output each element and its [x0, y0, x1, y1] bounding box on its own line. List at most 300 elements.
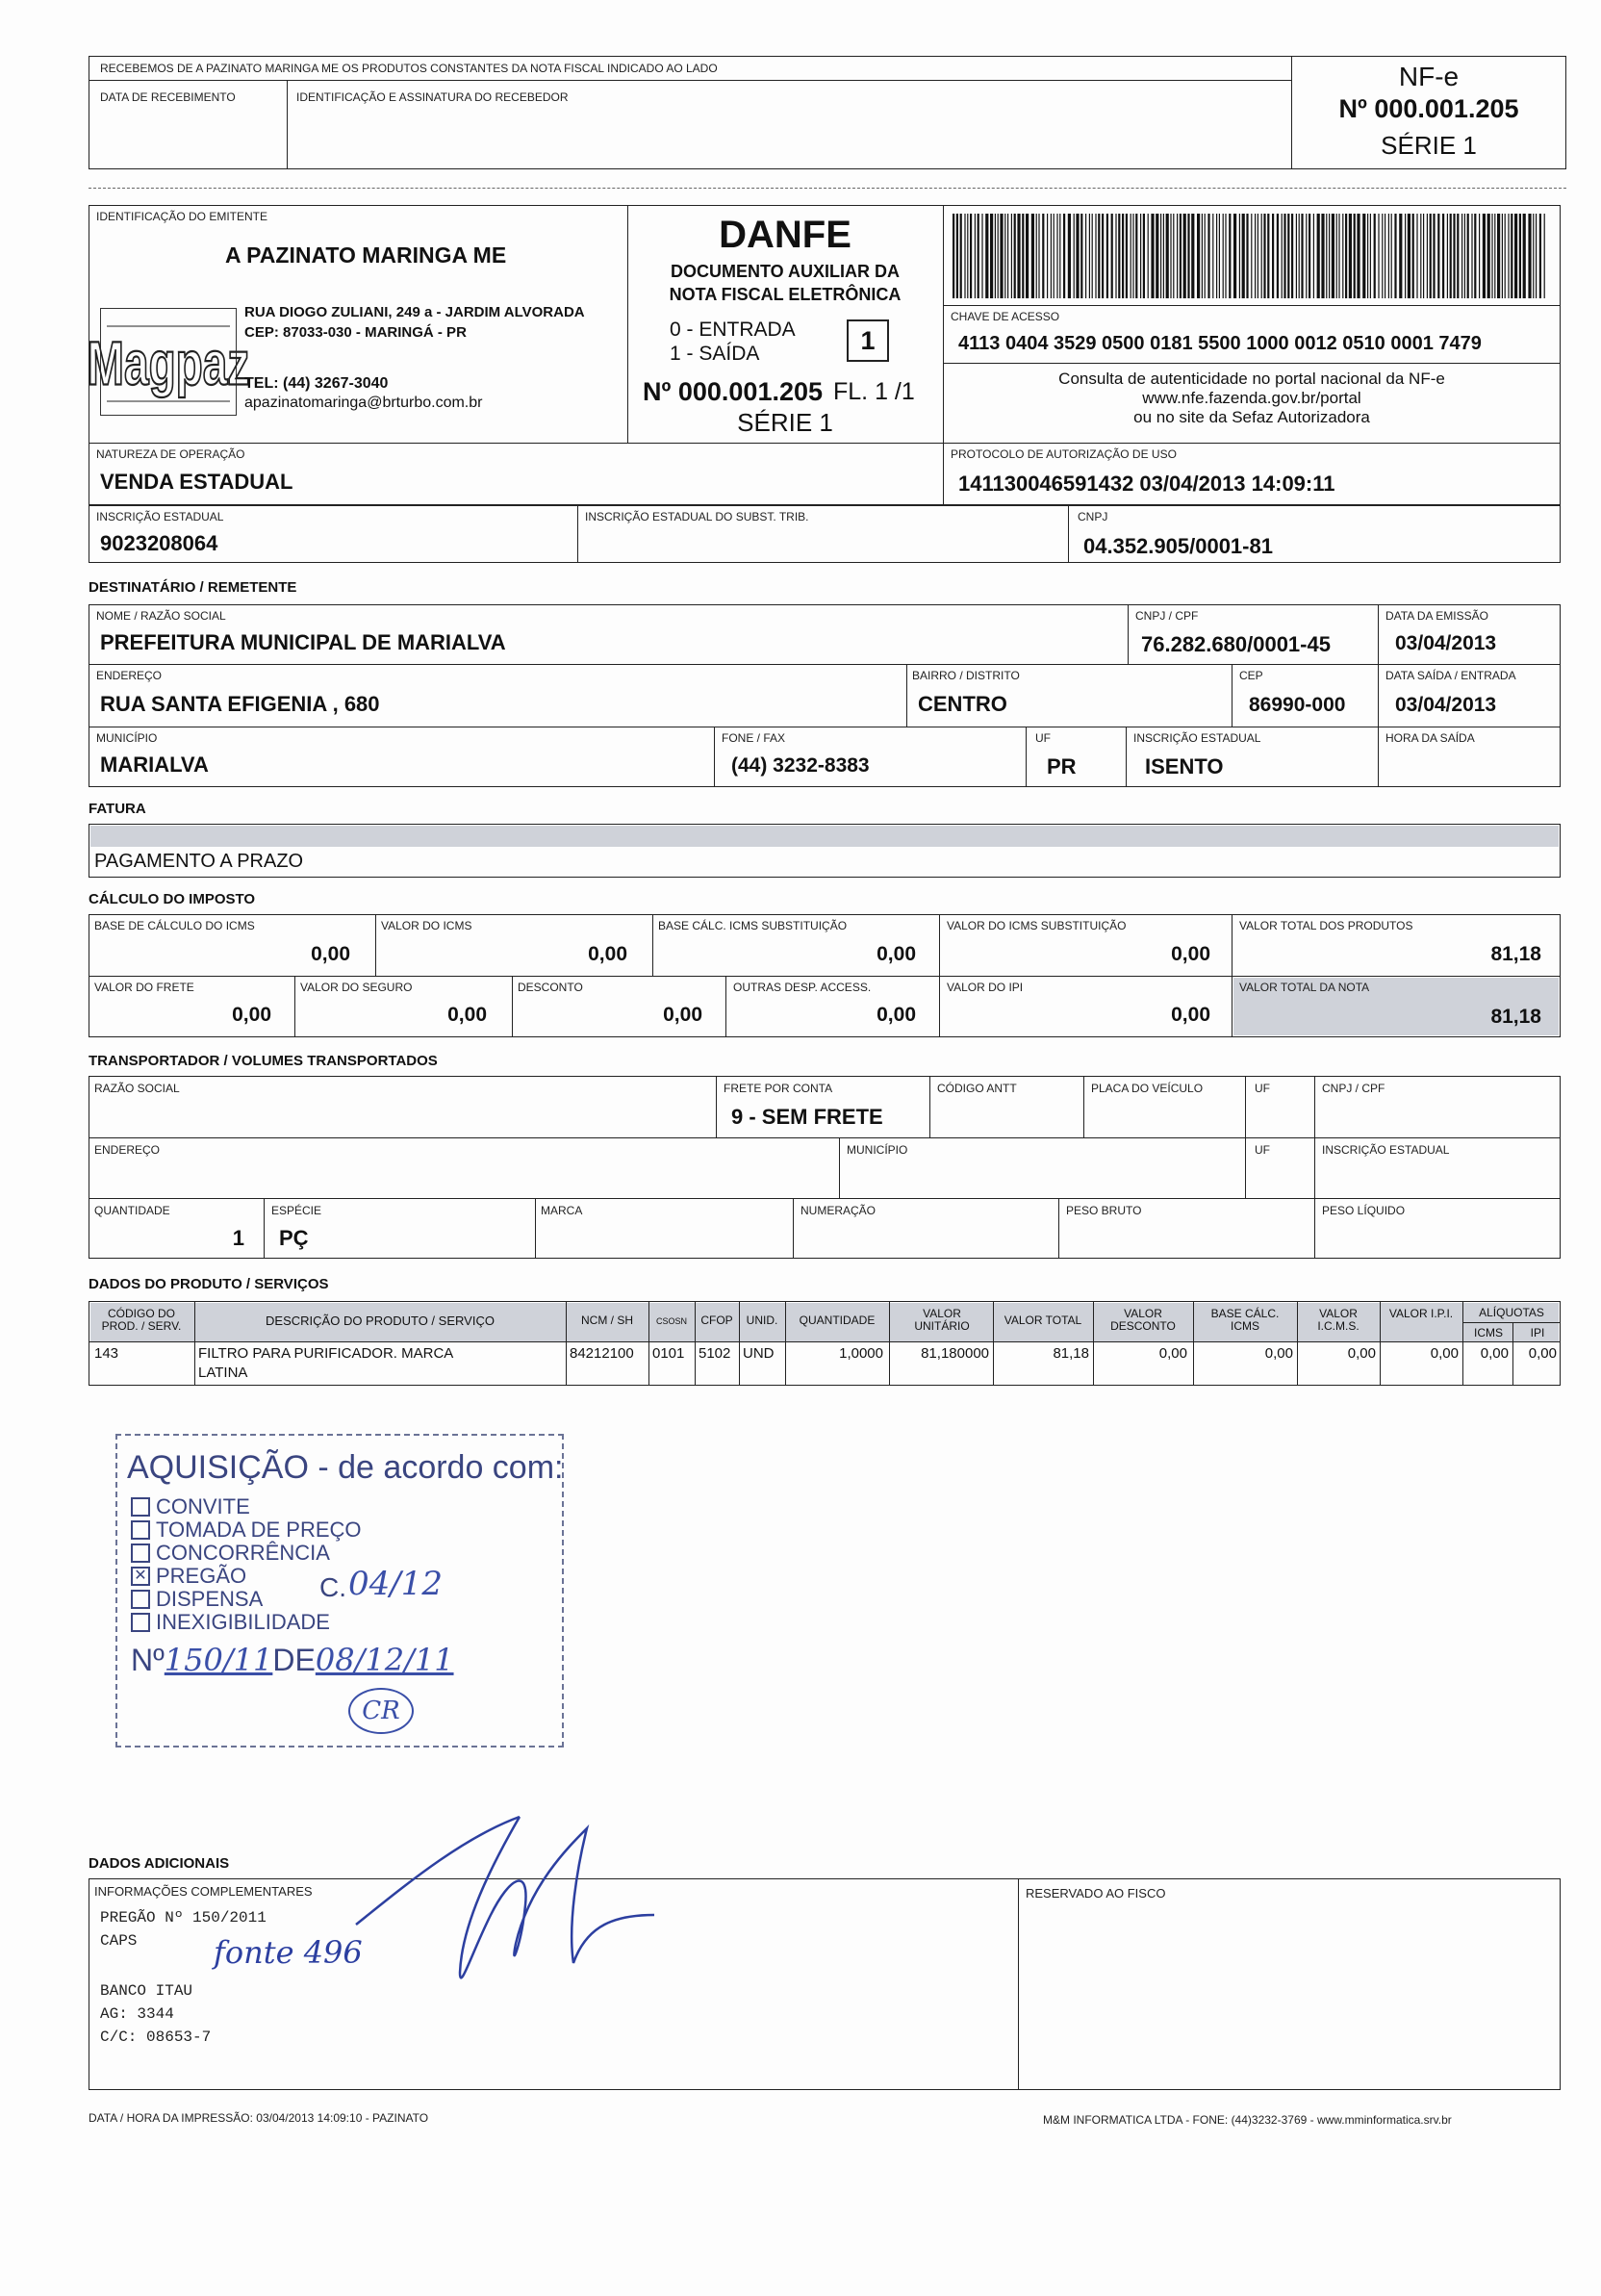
- transp-end-label: ENDEREÇO: [94, 1143, 161, 1157]
- consulta-line1: Consulta de autenticidade no portal nacional da NF-e: [1058, 370, 1445, 388]
- barcode-bar: [1022, 214, 1024, 298]
- stamp-option: [131, 1518, 362, 1542]
- barcode-bar: [1467, 214, 1469, 298]
- barcode-bar: [1326, 214, 1327, 298]
- barcode-bar: [1026, 214, 1029, 298]
- base-icms-value: 0,00: [311, 943, 350, 965]
- transp-num-label: NUMERAÇÃO: [800, 1204, 877, 1217]
- barcode-bar: [1092, 214, 1093, 298]
- adicionais-block: [89, 1878, 1561, 2090]
- barcode-bar: [1047, 214, 1048, 298]
- dest-emissao: 03/04/2013: [1395, 632, 1497, 654]
- dest-cep: 86990-000: [1249, 694, 1346, 716]
- base-icms-label: BASE DE CÁLCULO DO ICMS: [94, 919, 255, 932]
- outras-label: OUTRAS DESP. ACCESS.: [733, 981, 872, 994]
- svg-text:Magpaz: Magpaz: [87, 327, 250, 398]
- transp-esp-label: ESPÉCIE: [271, 1204, 322, 1217]
- barcode-bar: [1408, 214, 1410, 298]
- dest-hora-label: HORA DA SAÍDA: [1385, 731, 1475, 745]
- prod-vicms: 0,00: [1347, 1345, 1376, 1362]
- stamp-option-label: TOMADA DE PREÇO: [156, 1518, 362, 1542]
- barcode-bar: [1272, 214, 1274, 298]
- danfe-title: DANFE: [719, 214, 851, 256]
- transp-pl-label: PESO LÍQUIDO: [1322, 1204, 1406, 1217]
- barcode-bar: [1004, 214, 1005, 298]
- info-line4: BANCO ITAU: [100, 1982, 193, 2000]
- emitente-address2: CEP: 87033-030 - MARINGÁ - PR: [244, 324, 467, 341]
- barcode-bar: [1038, 214, 1039, 298]
- barcode-bar: [1225, 214, 1226, 298]
- barcode-bar: [1382, 214, 1383, 298]
- th-valor-total: VALOR TOTAL: [1004, 1314, 1082, 1327]
- dest-cnpj-label: CNPJ / CPF: [1135, 609, 1199, 623]
- barcode-bar: [1197, 214, 1200, 298]
- dest-cep-label: CEP: [1239, 669, 1263, 682]
- outras-value: 0,00: [877, 1004, 916, 1026]
- info-line1: PREGÃO Nº 150/2011: [100, 1909, 267, 1926]
- barcode-bar: [1098, 214, 1100, 298]
- valor-icms-label: VALOR DO ICMS: [381, 919, 472, 932]
- barcode-bar: [998, 214, 999, 298]
- th-valor-desconto: VALOR DESCONTO: [1110, 1307, 1176, 1333]
- barcode-bar: [1106, 214, 1108, 298]
- barcode-bar: [1074, 214, 1075, 298]
- barcode-bar: [1399, 214, 1402, 298]
- transp-antt-label: CÓDIGO ANTT: [937, 1082, 1017, 1095]
- barcode-bar: [1519, 214, 1521, 298]
- barcode-bar: [1160, 214, 1161, 298]
- natureza-label: NATUREZA DE OPERAÇÃO: [96, 447, 245, 461]
- barcode-bar: [1059, 214, 1060, 298]
- barcode-bar: [1502, 214, 1503, 298]
- stamp-num-hand: 150/11: [164, 1642, 273, 1678]
- barcode-bar: [1054, 214, 1055, 298]
- barcode-bar: [1433, 214, 1435, 298]
- danfe-tipo-box: 1: [847, 319, 889, 362]
- barcode-bar: [1122, 214, 1124, 298]
- valor-st-value: 0,00: [1171, 943, 1210, 965]
- barcode-bar: [1416, 214, 1417, 298]
- barcode-bar: [1011, 214, 1012, 298]
- prod-desc1: FILTRO PARA PURIFICADOR. MARCA: [198, 1345, 454, 1362]
- transp-qtd: 1: [232, 1226, 244, 1250]
- nfe-number: Nº 000.001.205: [1338, 94, 1519, 123]
- dest-municipio: MARIALVA: [100, 753, 209, 777]
- company-logo: [87, 308, 250, 416]
- barcode-bar: [1068, 214, 1071, 298]
- prod-vtotal: 81,18: [1053, 1345, 1089, 1362]
- barcode-bar: [1450, 214, 1452, 298]
- barcode-bar: [1491, 214, 1492, 298]
- stamp-option-label: CONVITE: [156, 1494, 250, 1518]
- fatura-section: FATURA: [89, 801, 146, 817]
- barcode-bar: [1063, 214, 1065, 298]
- barcode-bar: [1223, 214, 1224, 298]
- barcode-bar: [960, 214, 962, 298]
- barcode-bar: [995, 214, 996, 298]
- barcode-bar: [1042, 214, 1044, 298]
- barcode-bar: [1430, 214, 1432, 298]
- barcode-bar: [1207, 214, 1209, 298]
- transp-marca-label: MARCA: [541, 1204, 583, 1217]
- barcode-bar: [1427, 214, 1428, 298]
- emitente-email: apazinatomaringa@brturbo.com.br: [244, 395, 483, 411]
- barcode-bar: [1102, 214, 1104, 298]
- barcode-bar: [1233, 214, 1236, 298]
- barcode-bar: [1095, 214, 1096, 298]
- stamp-option-label: INEXIGIBILIDADE: [156, 1610, 330, 1634]
- frete-value: 0,00: [232, 1004, 271, 1026]
- checkbox-icon: [131, 1497, 150, 1517]
- emitente-name: A PAZINATO MARINGA ME: [225, 242, 507, 268]
- receipt-id-label: IDENTIFICAÇÃO E ASSINATURA DO RECEBEDOR: [296, 90, 569, 104]
- total-produtos-value: 81,18: [1490, 943, 1541, 965]
- barcode-bar: [1362, 214, 1365, 298]
- barcode-bar: [1374, 214, 1376, 298]
- emitente-label: IDENTIFICAÇÃO DO EMITENTE: [96, 210, 268, 223]
- barcode-bar: [1191, 214, 1194, 298]
- footer-right: M&M INFORMATICA LTDA - FONE: (44)3232-3769 - www.mminformatica.srv.br: [1043, 2113, 1452, 2127]
- th-ncm: NCM / SH: [581, 1314, 633, 1327]
- stamp-option: [131, 1542, 362, 1565]
- consulta-line3: ou no site da Sefaz Autorizadora: [1133, 408, 1370, 426]
- protocolo-label: PROTOCOLO DE AUTORIZAÇÃO DE USO: [951, 447, 1177, 461]
- barcode-bar: [1089, 214, 1090, 298]
- stamp-option: [131, 1495, 362, 1518]
- barcode-bar: [1342, 214, 1343, 298]
- transp-block: [89, 1076, 1561, 1259]
- valor-st-label: VALOR DO ICMS SUBSTITUIÇÃO: [947, 919, 1127, 932]
- barcode-bar: [1301, 214, 1303, 298]
- imposto-section: CÁLCULO DO IMPOSTO: [89, 891, 256, 907]
- barcode-bar: [1007, 214, 1008, 298]
- ipi-value: 0,00: [1171, 1004, 1210, 1026]
- barcode-bar: [1118, 214, 1120, 298]
- barcode-bar: [1173, 214, 1174, 298]
- barcode-bar: [1282, 214, 1283, 298]
- fatura-value: PAGAMENTO A PRAZO: [94, 851, 304, 872]
- barcode-bar: [1283, 214, 1285, 298]
- barcode-bar: [1345, 214, 1347, 298]
- barcode-bar: [1457, 214, 1459, 298]
- stamp-initials: CR: [348, 1688, 414, 1734]
- stamp-c-text: C.: [319, 1572, 346, 1602]
- prod-aipi: 0,00: [1528, 1345, 1557, 1362]
- total-nota-value: 81,18: [1490, 1006, 1541, 1028]
- signature: [346, 1809, 664, 2002]
- barcode-bar: [1216, 214, 1217, 298]
- info-line2: CAPS: [100, 1932, 138, 1950]
- transp-frete: 9 - SEM FRETE: [731, 1105, 883, 1129]
- th-aliq-icms: ICMS: [1474, 1326, 1503, 1339]
- barcode-bar: [1412, 214, 1414, 298]
- fisco-label: RESERVADO AO FISCO: [1026, 1886, 1166, 1901]
- barcode-bar: [1202, 214, 1203, 298]
- barcode-bar: [1388, 214, 1389, 298]
- th-csosn: CSOSN: [655, 1316, 687, 1326]
- barcode-bar: [1367, 214, 1368, 298]
- ie-st-label: INSCRIÇÃO ESTADUAL DO SUBST. TRIB.: [585, 510, 809, 523]
- barcode-bar: [1497, 214, 1500, 298]
- barcode-bar: [1287, 214, 1289, 298]
- danfe-sub2: NOTA FISCAL ELETRÔNICA: [669, 285, 902, 304]
- th-cfop: CFOP: [700, 1314, 733, 1327]
- barcode-bar: [1461, 214, 1462, 298]
- checkbox-icon: [131, 1613, 150, 1632]
- ie-value: 9023208064: [100, 531, 218, 555]
- dest-ie: ISENTO: [1145, 754, 1224, 778]
- stamp-option-label: DISPENSA: [156, 1587, 264, 1611]
- th-unid: UNID.: [746, 1314, 778, 1327]
- transp-uf2-label: UF: [1255, 1143, 1270, 1157]
- th-aliquotas: ALÍQUOTAS: [1479, 1306, 1544, 1319]
- transp-cnpj-label: CNPJ / CPF: [1322, 1082, 1385, 1095]
- barcode-bar: [1336, 214, 1337, 298]
- barcode-bar: [970, 214, 972, 298]
- info-line5: AG: 3344: [100, 2005, 174, 2023]
- adicionais-section: DADOS ADICIONAIS: [89, 1855, 230, 1872]
- danfe-sub1: DOCUMENTO AUXILIAR DA: [671, 262, 900, 281]
- dest-nome: PREFEITURA MUNICIPAL DE MARIALVA: [100, 630, 506, 654]
- barcode-bar: [1163, 214, 1164, 298]
- barcode-bar: [1080, 214, 1082, 298]
- transp-pb-label: PESO BRUTO: [1066, 1204, 1142, 1217]
- barcode-bar: [1156, 214, 1158, 298]
- barcode-bar: [1143, 214, 1145, 298]
- barcode: [953, 214, 1549, 298]
- ie-label: INSCRIÇÃO ESTADUAL: [96, 510, 224, 523]
- danfe-serie: SÉRIE 1: [737, 408, 833, 437]
- stamp-num: [131, 1642, 454, 1678]
- stamp-options: [131, 1495, 362, 1634]
- dest-cnpj: 76.282.680/0001-45: [1141, 632, 1331, 656]
- info-label: INFORMAÇÕES COMPLEMENTARES: [94, 1884, 313, 1899]
- stamp-option-label: PREGÃO: [156, 1564, 247, 1588]
- barcode-bar: [1539, 214, 1541, 298]
- checkbox-icon: [131, 1590, 150, 1609]
- barcode-bar: [1076, 214, 1079, 298]
- barcode-bar: [1277, 214, 1279, 298]
- barcode-bar: [1135, 214, 1137, 298]
- barcode-bar: [1187, 214, 1189, 298]
- cnpj-emit-label: CNPJ: [1078, 510, 1108, 523]
- barcode-bar: [1296, 214, 1297, 298]
- seguro-label: VALOR DO SEGURO: [300, 981, 413, 994]
- checkbox-icon: [131, 1520, 150, 1540]
- barcode-bar: [1453, 214, 1455, 298]
- dest-saida: 03/04/2013: [1395, 694, 1497, 716]
- transp-mun-label: MUNICÍPIO: [847, 1143, 908, 1157]
- transp-qtd-label: QUANTIDADE: [94, 1204, 170, 1217]
- barcode-bar: [1511, 214, 1512, 298]
- prod-cfop: 5102: [699, 1345, 731, 1362]
- barcode-bar: [1536, 214, 1537, 298]
- dest-uf-label: UF: [1035, 731, 1051, 745]
- danfe-entrada: 0 - ENTRADA: [670, 319, 796, 341]
- barcode-bar: [1051, 214, 1052, 298]
- chave-value: 4113 0404 3529 0500 0181 5500 1000 0012 0510 0001 7479: [958, 333, 1482, 354]
- barcode-bar: [1306, 214, 1307, 298]
- desconto-value: 0,00: [663, 1004, 702, 1026]
- aquisicao-stamp: [115, 1434, 564, 1748]
- barcode-bar: [1014, 214, 1016, 298]
- barcode-bar: [1357, 214, 1360, 298]
- prod-codigo: 143: [94, 1345, 119, 1362]
- transp-uf-label: UF: [1255, 1082, 1270, 1095]
- receipt-date-label: DATA DE RECEBIMENTO: [100, 90, 236, 104]
- barcode-bar: [1544, 214, 1545, 298]
- transp-section: TRANSPORTADOR / VOLUMES TRANSPORTADOS: [89, 1053, 438, 1069]
- barcode-bar: [1017, 214, 1020, 298]
- barcode-bar: [1309, 214, 1310, 298]
- consulta-line2: www.nfe.fazenda.gov.br/portal: [1142, 389, 1361, 407]
- barcode-bar: [1447, 214, 1448, 298]
- dest-end-label: ENDEREÇO: [96, 669, 163, 682]
- emitente-phone: TEL: (44) 3267-3040: [244, 375, 389, 392]
- barcode-bar: [1354, 214, 1356, 298]
- produtos-section: DADOS DO PRODUTO / SERVIÇOS: [89, 1276, 329, 1292]
- barcode-bar: [1183, 214, 1186, 298]
- receipt-header: RECEBEMOS DE A PAZINATO MARINGA ME OS PRODUTOS CONSTANTES DA NOTA FISCAL INDICADO AO LADO: [100, 62, 718, 75]
- barcode-bar: [1056, 214, 1057, 298]
- frete-label: VALOR DO FRETE: [94, 981, 194, 994]
- barcode-bar: [953, 214, 954, 298]
- stamp-c-hand: 04/12: [348, 1565, 443, 1603]
- barcode-bar: [1085, 214, 1086, 298]
- dest-bairro-label: BAIRRO / DISTRITO: [912, 669, 1020, 682]
- th-valor-ipi: VALOR I.P.I.: [1388, 1307, 1454, 1320]
- barcode-bar: [975, 214, 976, 298]
- stamp-num-label: Nº: [131, 1643, 165, 1677]
- th-descricao: DESCRIÇÃO DO PRODUTO / SERVIÇO: [266, 1314, 495, 1328]
- barcode-bar: [1239, 214, 1240, 298]
- barcode-bar: [985, 214, 988, 298]
- barcode-bar: [1263, 214, 1265, 298]
- barcode-bar: [1378, 214, 1379, 298]
- danfe-folha: FL. 1 /1: [833, 378, 915, 405]
- dest-bairro: CENTRO: [918, 692, 1007, 716]
- barcode-bar: [1483, 214, 1486, 298]
- barcode-bar: [1229, 214, 1231, 298]
- th-valor-unitario: VALOR UNITÁRIO: [914, 1307, 970, 1333]
- footer-left: DATA / HORA DA IMPRESSÃO: 03/04/2013 14:09:10 - PAZINATO: [89, 2111, 429, 2125]
- prod-qtd: 1,0000: [839, 1345, 883, 1362]
- prod-unid: UND: [743, 1345, 775, 1362]
- checkbox-icon: [131, 1543, 150, 1563]
- dest-mun-label: MUNICÍPIO: [96, 731, 158, 745]
- barcode-bar: [1494, 214, 1495, 298]
- barcode-bar: [956, 214, 958, 298]
- ipi-label: VALOR DO IPI: [947, 981, 1024, 994]
- ie-row: [89, 505, 1561, 563]
- dest-section: DESTINATÁRIO / REMETENTE: [89, 579, 297, 596]
- nfe-title: NF-e: [1398, 62, 1460, 91]
- barcode-bar: [1394, 214, 1396, 298]
- barcode-bar: [1487, 214, 1490, 298]
- hand-note: fonte 496: [214, 1934, 363, 1971]
- barcode-bar: [1132, 214, 1133, 298]
- cnpj-emit-value: 04.352.905/0001-81: [1083, 534, 1273, 558]
- stamp-de-label: DE: [272, 1643, 316, 1677]
- barcode-bar: [1514, 214, 1517, 298]
- barcode-bar: [1505, 214, 1506, 298]
- barcode-bar: [1261, 214, 1262, 298]
- prod-vipi: 0,00: [1430, 1345, 1459, 1362]
- dest-emissao-label: DATA DA EMISSÃO: [1385, 609, 1488, 623]
- barcode-bar: [1508, 214, 1509, 298]
- barcode-bar: [1219, 214, 1220, 298]
- barcode-bar: [1205, 214, 1206, 298]
- cut-line: [89, 188, 1566, 189]
- natureza-value: VENDA ESTADUAL: [100, 470, 293, 494]
- transp-especie: PÇ: [279, 1226, 309, 1250]
- logo-image: [87, 309, 250, 415]
- dest-fone: (44) 3232-8383: [731, 754, 870, 777]
- desconto-label: DESCONTO: [518, 981, 583, 994]
- barcode-bar: [1533, 214, 1534, 298]
- stamp-title: AQUISIÇÃO - de acordo com:: [127, 1449, 564, 1486]
- stamp-date-hand: 08/12/11: [315, 1642, 454, 1678]
- checked-box-icon: ✕: [131, 1567, 150, 1586]
- barcode-bar: [1442, 214, 1444, 298]
- base-st-label: BASE CÁLC. ICMS SUBSTITUIÇÃO: [658, 919, 848, 932]
- th-base-icms: BASE CÁLC. ICMS: [1210, 1307, 1280, 1333]
- prod-csosn: 0101: [652, 1345, 685, 1362]
- transp-placa-label: PLACA DO VEÍCULO: [1091, 1082, 1204, 1095]
- dest-endereco: RUA SANTA EFIGENIA , 680: [100, 692, 380, 716]
- barcode-bar: [1338, 214, 1339, 298]
- barcode-bar: [1479, 214, 1480, 298]
- barcode-bar: [1420, 214, 1421, 298]
- barcode-bar: [1000, 214, 1003, 298]
- barcode-bar: [1180, 214, 1182, 298]
- barcode-bar: [1255, 214, 1256, 298]
- th-aliq-ipi: IPI: [1530, 1326, 1545, 1339]
- seguro-value: 0,00: [447, 1004, 487, 1026]
- chave-label: CHAVE DE ACESSO: [951, 310, 1060, 323]
- th-codigo: CÓDIGO DO PROD. / SERV.: [101, 1307, 182, 1333]
- base-st-value: 0,00: [877, 943, 916, 965]
- barcode-bar: [1115, 214, 1116, 298]
- barcode-bar: [1212, 214, 1213, 298]
- barcode-bar: [1177, 214, 1178, 298]
- dest-saida-label: DATA SAÍDA / ENTRADA: [1385, 669, 1516, 682]
- barcode-bar: [1528, 214, 1531, 298]
- fatura-shade: [90, 826, 1559, 847]
- barcode-bar: [964, 214, 965, 298]
- barcode-bar: [990, 214, 993, 298]
- dest-nome-label: NOME / RAZÃO SOCIAL: [96, 609, 226, 623]
- th-valor-icms: VALOR I.C.M.S.: [1317, 1307, 1360, 1333]
- total-nota-label: VALOR TOTAL DA NOTA: [1239, 981, 1370, 994]
- barcode-bar: [1246, 214, 1248, 298]
- dest-fone-label: FONE / FAX: [722, 731, 786, 745]
- barcode-bar: [1523, 214, 1526, 298]
- barcode-bar: [1126, 214, 1128, 298]
- transp-frete-label: FRETE POR CONTA: [724, 1082, 833, 1095]
- stamp-option-label: CONCORRÊNCIA: [156, 1541, 330, 1565]
- barcode-bar: [1332, 214, 1334, 298]
- barcode-bar: [1329, 214, 1330, 298]
- barcode-bar: [1405, 214, 1406, 298]
- transp-ie-label: INSCRIÇÃO ESTADUAL: [1322, 1143, 1450, 1157]
- barcode-bar: [1251, 214, 1252, 298]
- barcode-bar: [1140, 214, 1141, 298]
- prod-base: 0,00: [1264, 1345, 1293, 1362]
- barcode-bar: [1299, 214, 1300, 298]
- barcode-bar: [1166, 214, 1169, 298]
- prod-ncm: 84212100: [570, 1345, 634, 1362]
